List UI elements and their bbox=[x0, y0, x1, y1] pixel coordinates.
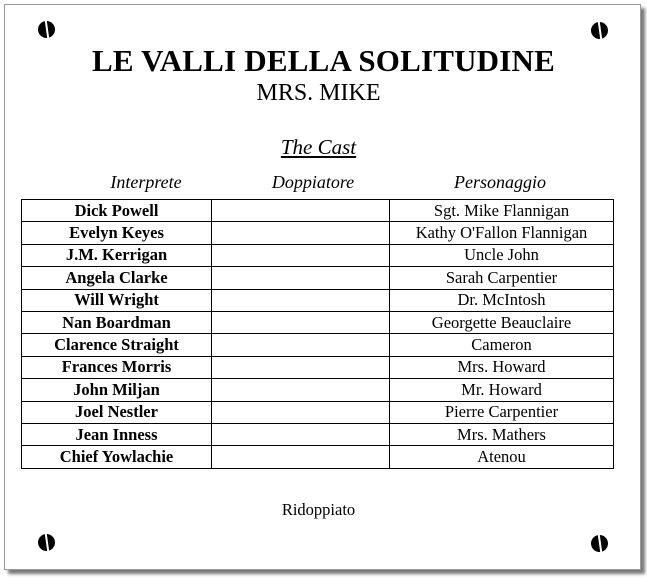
dubber-cell bbox=[212, 401, 390, 423]
role-cell: Dr. McIntosh bbox=[390, 289, 614, 311]
screw-icon bbox=[38, 534, 55, 551]
dubber-cell bbox=[212, 356, 390, 378]
table-row bbox=[22, 356, 614, 378]
table-row bbox=[22, 222, 614, 244]
actor-cell: Joel Nestler bbox=[22, 401, 212, 423]
dubber-cell bbox=[212, 423, 390, 445]
role-cell: Pierre Carpentier bbox=[390, 401, 614, 423]
dubber-cell bbox=[212, 446, 390, 468]
role-cell: Mr. Howard bbox=[390, 379, 614, 401]
actor-cell: Frances Morris bbox=[22, 356, 212, 378]
actor-cell: Chief Yowlachie bbox=[22, 446, 212, 468]
table-row bbox=[22, 244, 614, 266]
table-row bbox=[22, 200, 614, 222]
dubber-cell bbox=[212, 379, 390, 401]
column-header-actor: Interprete bbox=[110, 172, 182, 192]
screw-icon bbox=[38, 21, 55, 38]
role-cell: Kathy O'Fallon Flannigan bbox=[390, 222, 614, 244]
role-cell: Sgt. Mike Flannigan bbox=[390, 200, 614, 222]
actor-cell: J.M. Kerrigan bbox=[22, 244, 212, 266]
screw-icon bbox=[591, 535, 608, 552]
table-row bbox=[22, 289, 614, 311]
dubber-cell bbox=[212, 311, 390, 333]
table-row bbox=[22, 401, 614, 423]
actor-cell: Will Wright bbox=[22, 289, 212, 311]
role-cell: Mrs. Howard bbox=[390, 356, 614, 378]
actor-cell: Clarence Straight bbox=[22, 334, 212, 356]
role-cell: Cameron bbox=[390, 334, 614, 356]
column-header-dubber: Doppiatore bbox=[271, 172, 355, 192]
column-header-role: Personaggio bbox=[454, 172, 546, 192]
table-row bbox=[22, 423, 614, 445]
role-cell: Georgette Beauclaire bbox=[390, 311, 614, 333]
cast-heading: The Cast bbox=[280, 135, 357, 159]
dubber-cell bbox=[212, 244, 390, 266]
role-cell: Uncle John bbox=[390, 244, 614, 266]
table-row bbox=[22, 334, 614, 356]
table-row bbox=[22, 267, 614, 289]
dubber-cell bbox=[212, 222, 390, 244]
table-row bbox=[22, 446, 614, 468]
role-cell: Atenou bbox=[390, 446, 614, 468]
actor-cell: Nan Boardman bbox=[22, 311, 212, 333]
actor-cell: John Miljan bbox=[22, 379, 212, 401]
film-title: LE VALLI DELLA SOLITUDINE bbox=[91, 43, 555, 78]
actor-cell: Evelyn Keyes bbox=[22, 222, 212, 244]
actor-cell: Angela Clarke bbox=[22, 267, 212, 289]
actor-cell: Dick Powell bbox=[22, 200, 212, 222]
dubber-cell bbox=[212, 334, 390, 356]
role-cell: Mrs. Mathers bbox=[390, 423, 614, 445]
screw-icon bbox=[591, 22, 608, 39]
dubber-cell bbox=[212, 267, 390, 289]
original-title: MRS. MIKE bbox=[256, 80, 381, 106]
table-row bbox=[22, 379, 614, 401]
actor-cell: Jean Inness bbox=[22, 423, 212, 445]
role-cell: Sarah Carpentier bbox=[390, 267, 614, 289]
cast-table bbox=[21, 199, 614, 469]
dubber-cell bbox=[212, 200, 390, 222]
dubber-cell bbox=[212, 289, 390, 311]
cast-plaque bbox=[4, 4, 641, 570]
footer-note: Ridoppiato bbox=[281, 500, 356, 519]
table-row bbox=[22, 311, 614, 333]
